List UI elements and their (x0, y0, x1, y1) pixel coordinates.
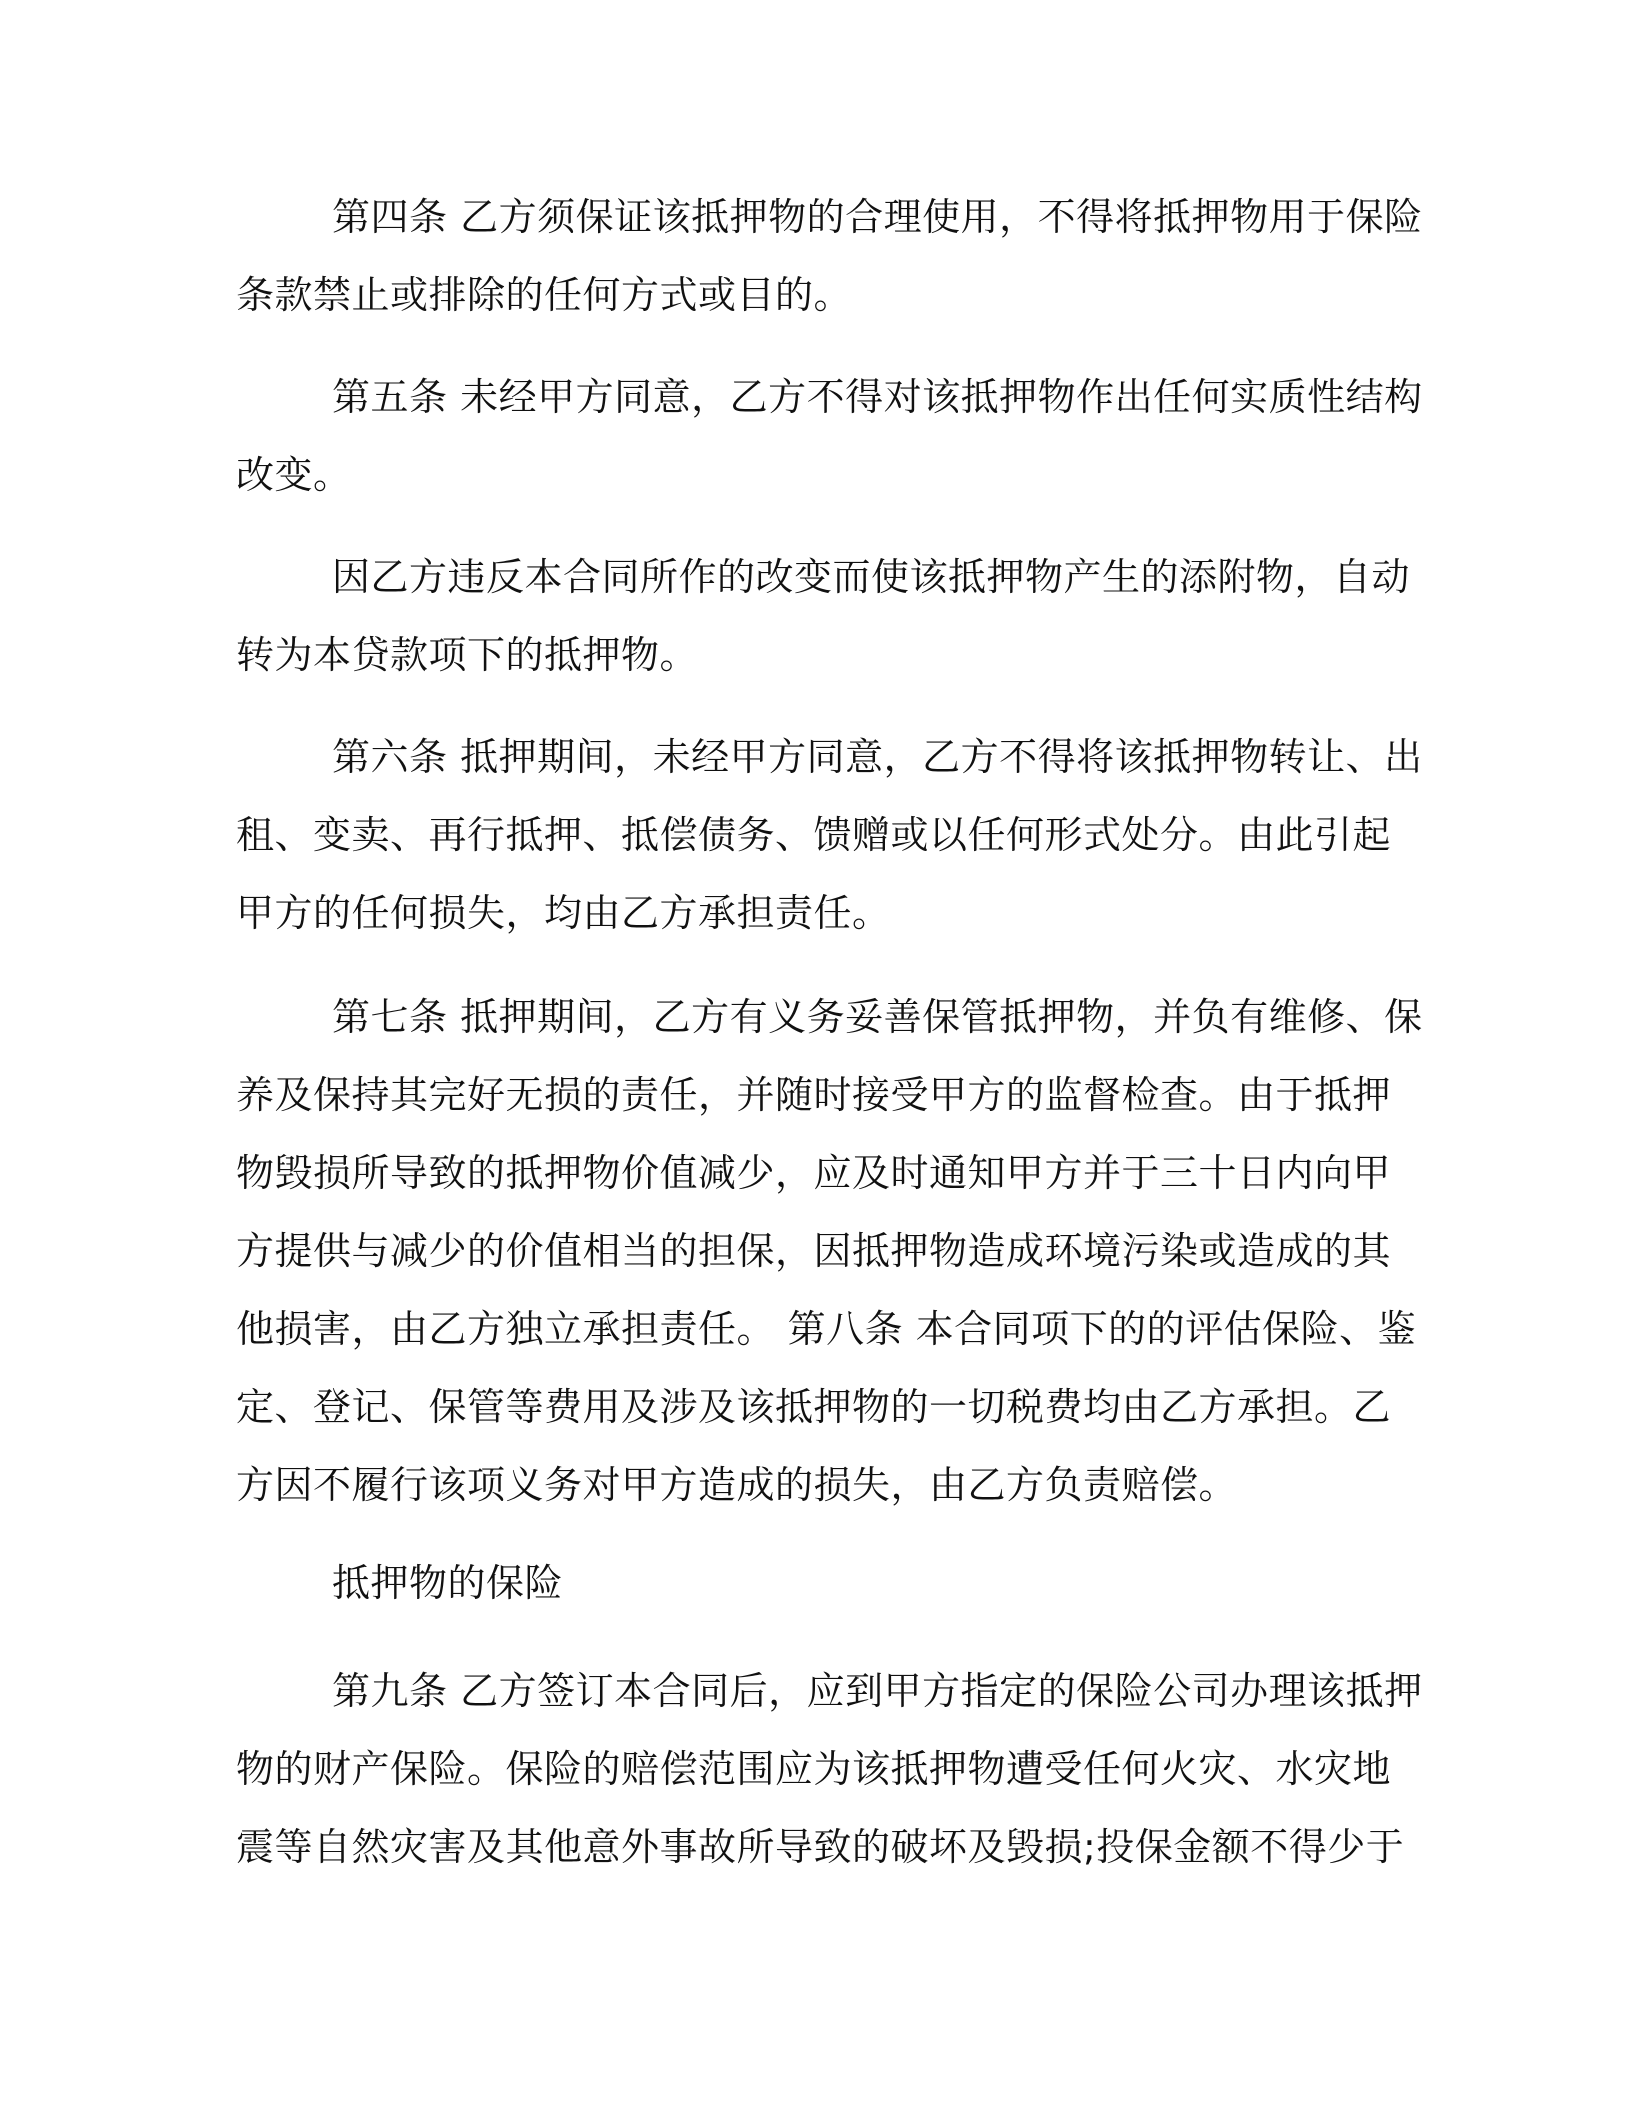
text-line: 转为本贷款项下的抵押物。 (236, 633, 699, 677)
text-line: 条款禁止或排除的任何方式或目的。 (236, 273, 853, 317)
article-5-paragraph (236, 358, 1423, 514)
text-line: 方因不履行该项义务对甲方造成的损失，由乙方负责赔偿。 (236, 1463, 1238, 1507)
text-line: 第七条 抵押期间，乙方有义务妥善保管抵押物，并负有维修、保 (332, 995, 1423, 1039)
text-line: 震等自然灾害及其他意外事故所导致的破坏及毁损;投保金额不得少于 (236, 1825, 1405, 1869)
text-line: 甲方的任何损失，均由乙方承担责任。 (236, 891, 891, 935)
text-line: 物的财产保险。保险的赔偿范围应为该抵押物遭受任何火灾、水灾地 (236, 1747, 1392, 1791)
text-line: 养及保持其完好无损的责任，并随时接受甲方的监督检查。由于抵押 (236, 1073, 1392, 1117)
text-line: 租、变卖、再行抵押、抵偿债务、馈赠或以任何形式处分。由此引起 (236, 813, 1392, 857)
text-line: 他损害，由乙方独立承担责任。 第八条 本合同项下的的评估保险、鉴 (236, 1307, 1417, 1351)
text-line: 物毁损所导致的抵押物价值减少，应及时通知甲方并于三十日内向甲 (236, 1151, 1392, 1195)
article-9-paragraph (236, 1652, 1423, 1886)
article-5-continuation-paragraph (236, 538, 1411, 694)
text-line: 第六条 抵押期间，未经甲方同意，乙方不得将该抵押物转让、出 (332, 735, 1423, 779)
text-line: 第五条 未经甲方同意，乙方不得对该抵押物作出任何实质性结构 (332, 375, 1423, 419)
text-line: 改变。 (236, 453, 352, 497)
article-6-paragraph (236, 718, 1423, 952)
article-4-paragraph (236, 178, 1423, 334)
text-line: 第九条 乙方签订本合同后，应到甲方指定的保险公司办理该抵押 (332, 1669, 1423, 1713)
text-line: 定、登记、保管等费用及涉及该抵押物的一切税费均由乙方承担。乙 (236, 1385, 1392, 1429)
article-7-8-paragraph (236, 978, 1423, 1524)
text-line: 因乙方违反本合同所作的改变而使该抵押物产生的添附物，自动 (332, 555, 1411, 599)
text-line: 第四条 乙方须保证该抵押物的合理使用，不得将抵押物用于保险 (332, 195, 1423, 239)
text-line: 方提供与减少的价值相当的担保，因抵押物造成环境污染或造成的其 (236, 1229, 1392, 1273)
section-heading-insurance: 抵押物的保险 (332, 1561, 564, 1605)
